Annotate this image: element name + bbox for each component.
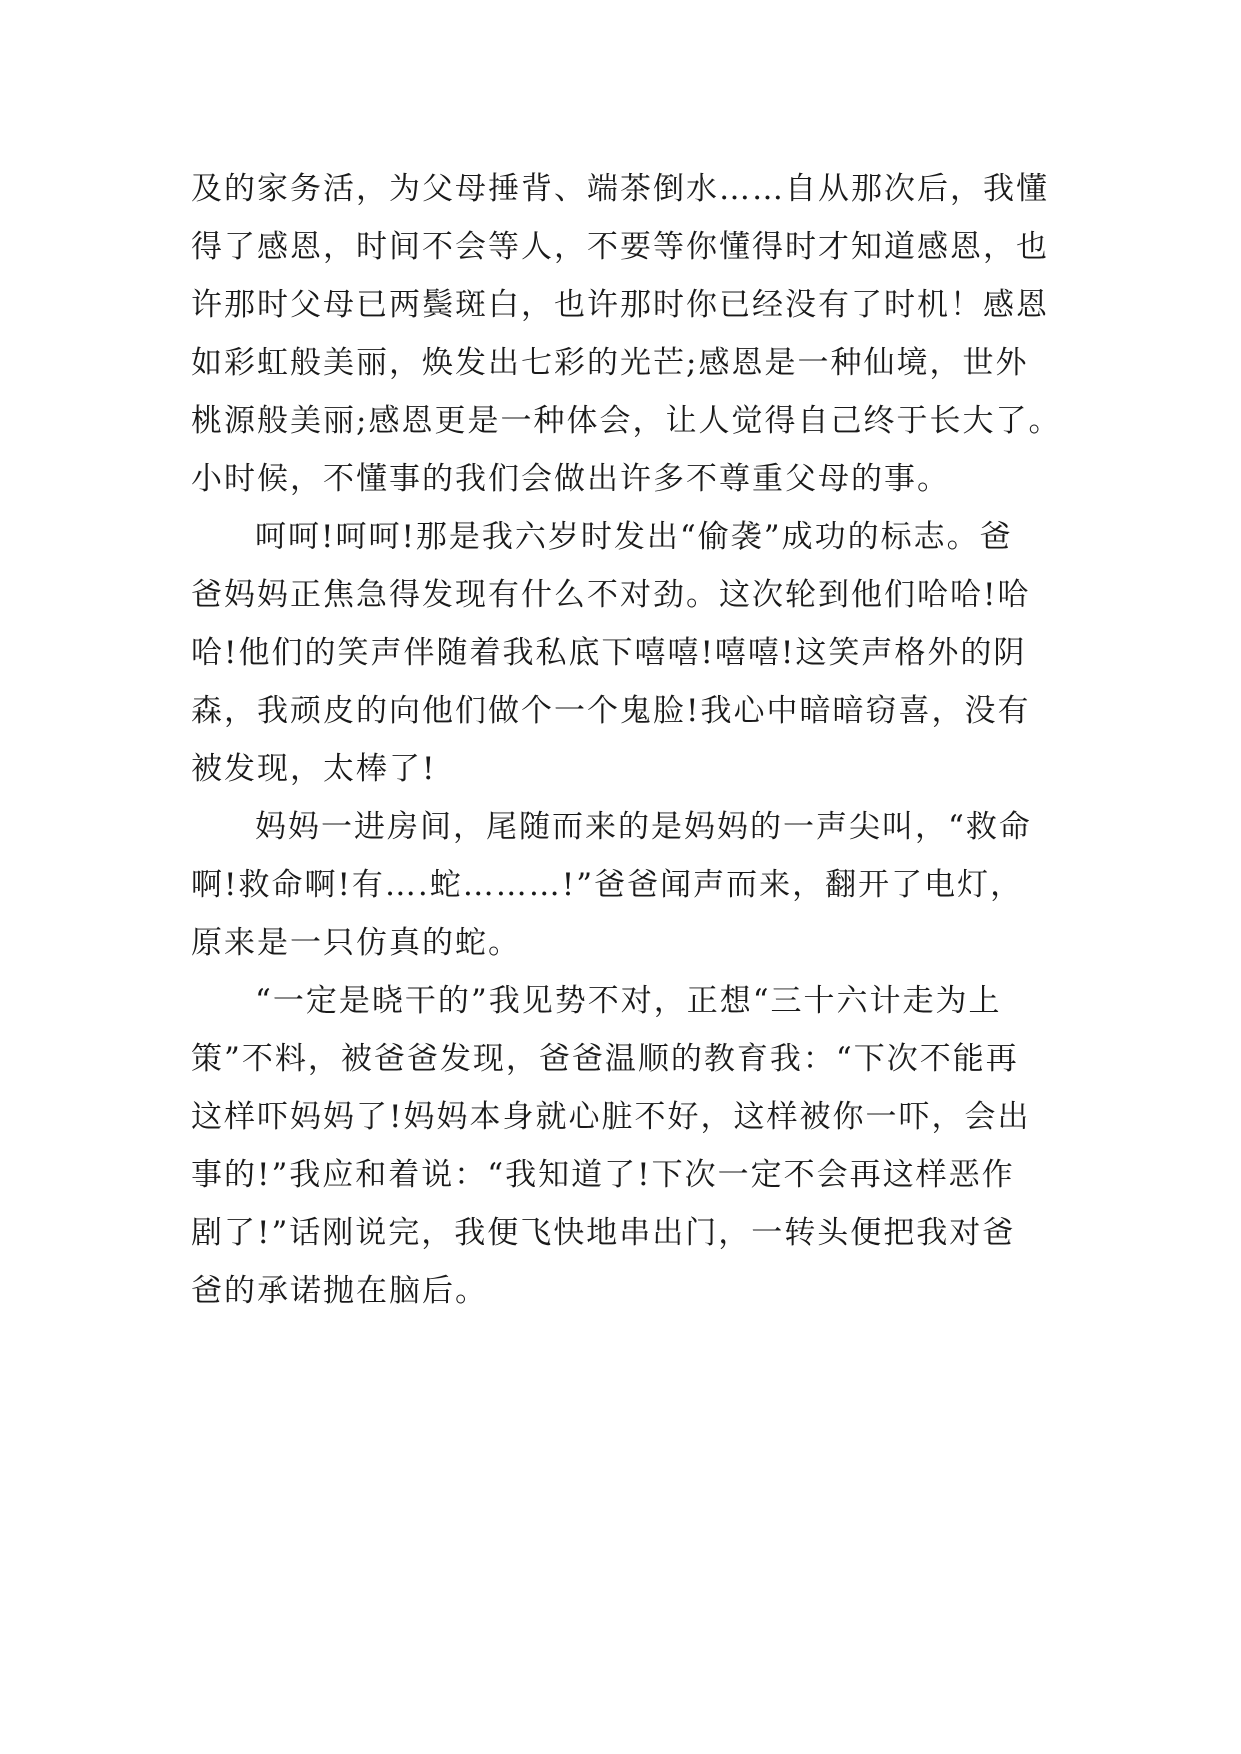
paragraph-first-line: 妈妈一进房间，尾随而来的是妈妈的一声尖叫，“救命: [255, 809, 1032, 845]
text-line: 哈!他们的笑声伴随着我私底下嘻嘻!嘻嘻!这笑声格外的阴: [191, 635, 1027, 671]
body-text: [191, 160, 1061, 1320]
text-line: 事的!”我应和着说：“我知道了!下次一定不会再这样恶作: [191, 1157, 1015, 1193]
text-line: 桃源般美丽;感恩更是一种体会，让人觉得自己终于长大了。: [191, 403, 1062, 439]
text-line: 剧了!”话刚说完，我便飞快地串出门，一转头便把我对爸: [191, 1215, 1016, 1251]
text-line: 如彩虹般美丽，焕发出七彩的光芒;感恩是一种仙境，世外: [191, 345, 1029, 381]
text-line: 及的家务活，为父母捶背、端茶倒水……自从那次后，我懂: [191, 171, 1049, 207]
paragraph-first-line: 呵呵!呵呵!那是我六岁时发出“偷袭”成功的标志。爸: [255, 519, 1013, 555]
text-line: 爸妈妈正焦急得发现有什么不对劲。这次轮到他们哈哈!哈: [191, 577, 1031, 613]
text-line: 小时候，不懂事的我们会做出许多不尊重父母的事。: [191, 461, 950, 497]
text-line: 许那时父母已两鬓斑白，也许那时你已经没有了时机！感恩: [191, 287, 1049, 323]
text-line: 原来是一只仿真的蛇。: [191, 925, 521, 961]
text-line: 啊!救命啊!有….蛇………!”爸爸闻声而来，翻开了电灯，: [191, 867, 1024, 903]
text-line: 这样吓妈妈了!妈妈本身就心脏不好，这样被你一吓，会出: [191, 1099, 1031, 1135]
text-line: 得了感恩，时间不会等人，不要等你懂得时才知道感恩，也: [191, 229, 1049, 265]
text-line: 爸的承诺抛在脑后。: [191, 1273, 488, 1309]
text-line: 森，我顽皮的向他们做个一个鬼脸!我心中暗暗窃喜，没有: [191, 693, 1031, 729]
paragraph-first-line: “一定是晓干的”我见势不对，正想“三十六计走为上: [255, 983, 1002, 1019]
text-line: 策”不料，被爸爸发现，爸爸温顺的教育我：“下次不能再: [191, 1041, 1019, 1077]
text-line: 被发现，太棒了!: [191, 751, 437, 787]
